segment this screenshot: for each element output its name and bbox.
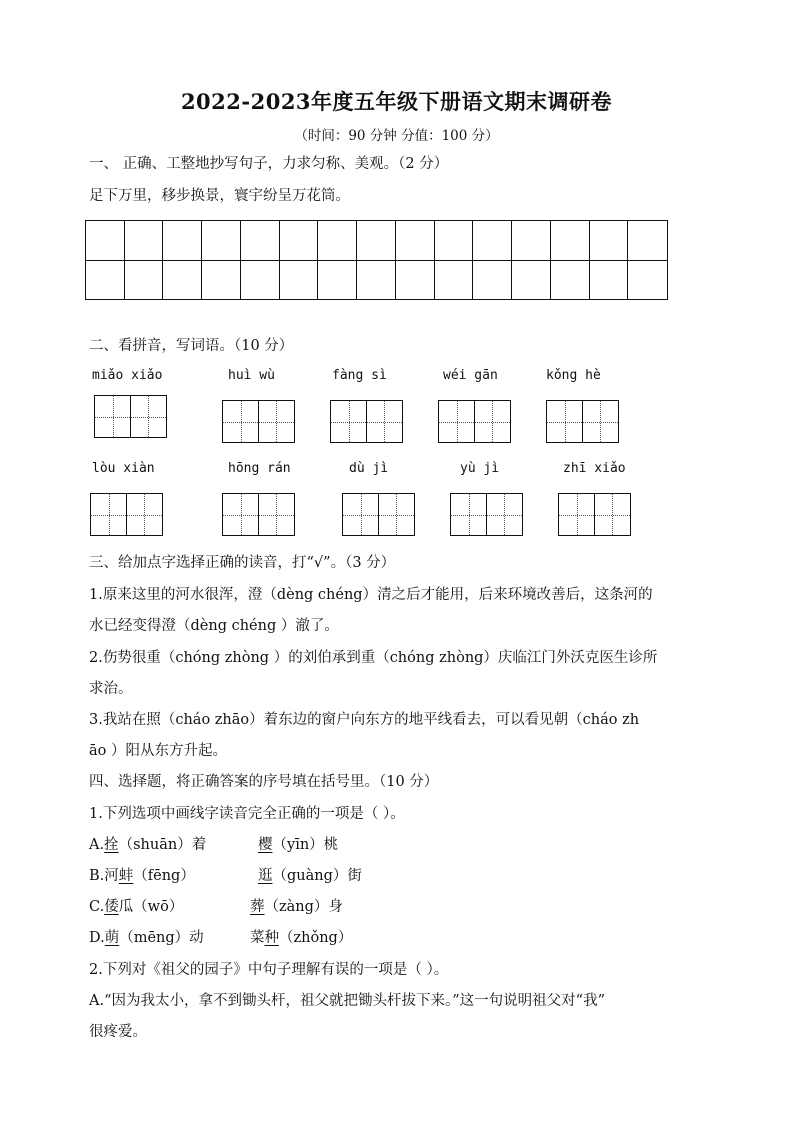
question-text: 2.下列对《祖父的园子》中句子理解有误的一项是（ ）。 (89, 962, 449, 978)
option-d-left[interactable]: D.萌（mēng）动 (89, 930, 204, 946)
tianzige-guide-line (547, 422, 618, 423)
grid-row-line (86, 260, 667, 261)
option-a-right[interactable]: 樱（yīn）桃 (258, 837, 339, 853)
tianzige-guide-line (349, 401, 350, 442)
option-d-right[interactable]: 菜种（zhǒng） (250, 930, 353, 946)
question-text: A.“因为我太小，拿不到锄头杆，祖父就把锄头杆拔下来。”这一句说明祖父对“我” (89, 993, 605, 1009)
tianzige-guide-line (384, 401, 385, 442)
tianzige-guide-line (223, 422, 294, 423)
pinyin-label: fàng sì (332, 368, 387, 383)
tianzige-guide-line (144, 494, 145, 535)
tianzige-guide-line (469, 494, 470, 535)
tianzige-guide-line (612, 494, 613, 535)
tianzige-guide-line (565, 401, 566, 442)
tianzige-guide-line (276, 494, 277, 535)
tianzige-box[interactable] (222, 493, 295, 536)
copy-writing-grid[interactable] (85, 220, 668, 300)
option-b-left[interactable]: B.河蚌（fēng） (89, 868, 195, 884)
tianzige-box[interactable] (94, 395, 167, 438)
tianzige-box[interactable] (342, 493, 415, 536)
option-c-left[interactable]: C.倭瓜（wō） (89, 899, 184, 915)
section2-heading: 二、看拼音，写词语。（10 分） (89, 338, 294, 354)
pinyin-label: huì wù (228, 368, 275, 383)
question-text: 3.我站在照（cháo zhāo）着东边的窗户向东方的地平线看去，可以看见朝（cháo zh (89, 712, 640, 728)
section1-heading: 一、 正确、工整地抄写句子，力求匀称、美观。（2 分） (89, 156, 449, 172)
question-text: 水已经变得澄（dèng chéng ）澈了。 (89, 618, 339, 634)
tianzige-guide-line (504, 494, 505, 535)
pinyin-label: kǒng hè (546, 368, 601, 383)
exam-info: （时间：90 分钟 分值：100 分） (294, 128, 499, 144)
tianzige-guide-line (91, 515, 162, 516)
tianzige-guide-line (559, 515, 630, 516)
tianzige-guide-line (148, 396, 149, 437)
page-title: 2022-2023年度五年级下册语文期末调研卷 (180, 89, 613, 114)
pinyin-label: zhī xiǎo (563, 461, 626, 476)
tianzige-guide-line (241, 401, 242, 442)
tianzige-box[interactable] (222, 400, 295, 443)
tianzige-box[interactable] (558, 493, 631, 536)
tianzige-box[interactable] (330, 400, 403, 443)
question-text: 1.原来这里的河水很浑，澄（dèng chéng）清之后才能用，后来环境改善后，这条河的 (89, 587, 653, 603)
question-text: 很疼爱。 (89, 1024, 147, 1040)
tianzige-guide-line (492, 401, 493, 442)
pinyin-label: lòu xiàn (92, 461, 155, 476)
tianzige-guide-line (331, 422, 402, 423)
question-text: 2.伤势很重（chóng zhòng ）的刘伯承到重（chóng zhòng）庆临江门外沃克医生诊所 (89, 650, 658, 666)
question-text: 求治。 (89, 681, 133, 697)
pinyin-label: hōng rán (228, 461, 291, 476)
tianzige-guide-line (276, 401, 277, 442)
tianzige-box[interactable] (546, 400, 619, 443)
tianzige-guide-line (241, 494, 242, 535)
tianzige-guide-line (396, 494, 397, 535)
question-text: āo ）阳从东方升起。 (89, 743, 227, 759)
question-text: 1.下列选项中画线字读音完全正确的一项是（ ）。 (89, 806, 405, 822)
tianzige-guide-line (95, 417, 166, 418)
tianzige-guide-line (457, 401, 458, 442)
tianzige-guide-line (343, 515, 414, 516)
section4-heading: 四、选择题，将正确答案的序号填在括号里。（10 分） (89, 774, 439, 790)
tianzige-guide-line (577, 494, 578, 535)
tianzige-box[interactable] (90, 493, 163, 536)
tianzige-box[interactable] (438, 400, 511, 443)
option-c-right[interactable]: 葬（zàng）身 (250, 899, 343, 915)
tianzige-guide-line (600, 401, 601, 442)
pinyin-label: dù jì (349, 461, 389, 476)
option-a-left[interactable]: A.拴（shuān）着 (89, 837, 207, 853)
option-b-right[interactable]: 逛（guàng）街 (258, 868, 362, 884)
pinyin-label: wéi gān (443, 368, 498, 383)
section1-sentence: 足下万里，移步换景，寰宇纷呈万花筒。 (89, 188, 350, 204)
tianzige-guide-line (361, 494, 362, 535)
tianzige-guide-line (113, 396, 114, 437)
section3-heading: 三、给加点字选择正确的读音，打“√”。（3 分） (89, 555, 396, 571)
tianzige-guide-line (439, 422, 510, 423)
tianzige-guide-line (451, 515, 522, 516)
tianzige-guide-line (223, 515, 294, 516)
pinyin-label: miǎo xiǎo (92, 368, 163, 383)
tianzige-box[interactable] (450, 493, 523, 536)
tianzige-guide-line (109, 494, 110, 535)
pinyin-label: yù jì (460, 461, 500, 476)
